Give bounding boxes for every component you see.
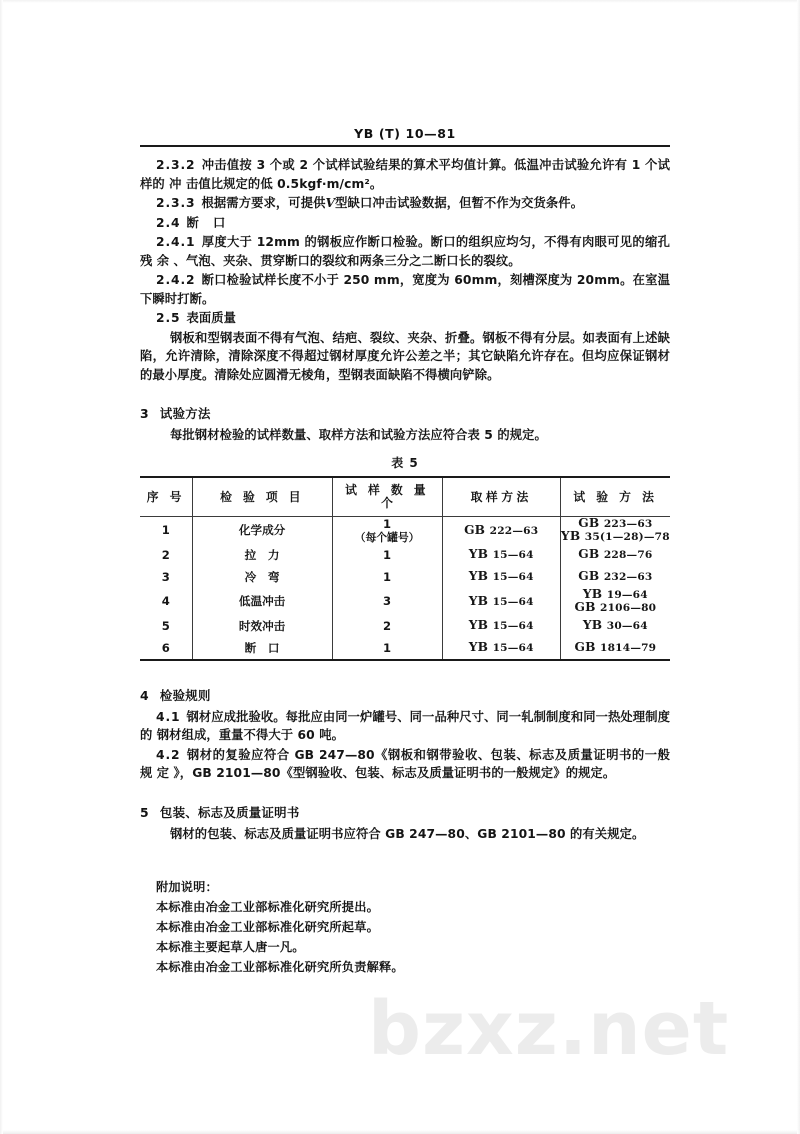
sampling-standard-entry [443, 523, 560, 538]
test-standard-prefix: GB [578, 547, 604, 561]
site-watermark: bzxz.net [368, 986, 730, 1072]
clause-2-4-2-text: 断口检验试样长度不小于 250 mm，宽度为 60mm，刻槽深度为 20mm。在室温下瞬时打断。 [140, 273, 670, 306]
test-standard [561, 569, 670, 584]
test-standard-entry [561, 547, 670, 562]
col-header-qty-unit: 个 [381, 496, 393, 510]
test-standard-code: 35(1—28)—78 [584, 531, 670, 543]
col-header-sampling [442, 477, 560, 517]
test-standard-code: 2106—80 [600, 602, 657, 614]
sampling-standard [443, 569, 560, 584]
test-standard-code: 223—63 [603, 517, 653, 530]
clause-4-1 [140, 708, 670, 745]
test-standard [561, 618, 670, 633]
test-standard-prefix: GB [574, 640, 601, 654]
appendix-line-3: 本标准主要起草人唐一凡。 [156, 940, 305, 954]
cell-no: 2 [161, 547, 170, 562]
sampling-standard [443, 547, 560, 562]
table-header-row [140, 477, 670, 517]
clause-2-4-number: 2.4 [156, 215, 181, 230]
section-4-heading [140, 686, 670, 704]
table-caption: 表 5 [391, 455, 419, 470]
appendix-line-1: 本标准由冶金工业部标准化研究所提出。 [156, 900, 379, 914]
cell-quantity-value: 1 [383, 547, 392, 562]
clause-2-3-2-text: 冲击值按 3 个或 2 个试样试验结果的算术平均值计算。低温冲击试验允许有 1 个试样的 冲 击值比规定的低 0.5kgf·m/cm²。 [140, 158, 670, 191]
cell-test-method [560, 516, 670, 544]
spacer [140, 661, 670, 674]
cell-test-method [560, 615, 670, 637]
sampling-standard-prefix: YB [468, 569, 493, 583]
header-rule [140, 145, 670, 147]
test-standard [561, 588, 670, 615]
test-standard-entry [561, 517, 670, 531]
table-row [140, 516, 670, 544]
test-standard-prefix: GB [574, 600, 601, 614]
clause-2-3-3-text-after: 型缺口冲击试验数据，但暂不作为交货条件。 [335, 196, 584, 210]
cell-no: 4 [161, 594, 170, 608]
test-standard-prefix: YB [582, 618, 607, 632]
sampling-standard-code: 15—64 [492, 571, 534, 583]
cell-item: 化学成分 [192, 516, 332, 544]
test-standard-entry [561, 601, 670, 615]
sampling-standard-code: 15—64 [492, 595, 534, 608]
table-head [140, 477, 670, 517]
section-5-heading [140, 803, 670, 821]
sampling-standard-code: 15—64 [492, 549, 534, 561]
cell-no: 3 [161, 569, 170, 584]
cell-item: 冷 弯 [192, 566, 332, 588]
test-standard-prefix: GB [578, 569, 604, 583]
test-standard [561, 547, 670, 562]
col-header-item [192, 477, 332, 517]
clause-2-4-1-number: 2.4.1 [156, 235, 196, 249]
test-standard-entry [561, 640, 670, 655]
test-standard-entry [561, 618, 670, 633]
cell-quantity-note: （每个罐号） [354, 530, 420, 544]
test-standard [561, 640, 670, 655]
cell-quantity [332, 566, 442, 588]
cell-sampling-method [442, 615, 560, 637]
clause-2-4-2-number: 2.4.2 [156, 273, 196, 287]
cell-item: 时效冲击 [192, 615, 332, 637]
clause-2-3-3-text-before: 根据需方要求，可提供 [201, 196, 326, 210]
clause-2-5-text: 钢板和型钢表面不得有气泡、结疤、裂纹、夹杂、折叠。钢板不得有分层。如表面有上述缺陷，允许清除，清除深度不得超过钢材厚度允许公差之半；其它缺陷允许存在。但均应保证钢材的最小厚度。清除处应圆滑无棱角，型钢表面缺陷不得横向铲除。 [140, 330, 670, 382]
test-methods-table [140, 476, 670, 661]
sampling-standard-entry [443, 569, 560, 584]
cell-quantity [332, 544, 442, 566]
test-standard-code: 232—63 [603, 571, 653, 583]
cell-sampling-method [442, 588, 560, 615]
clause-2-5-title: 表面质量 [186, 311, 237, 325]
cell-sampling-method [442, 544, 560, 566]
section-3-heading [140, 404, 670, 422]
clause-2-4-1-text: 厚度大于 12mm 的钢板应作断口检验。断口的组织应均匀，不得有肉眼可见的缩孔残 余 、气泡、夹杂、贯穿断口的裂纹和两条三分之二断口长的裂纹。 [140, 235, 670, 268]
sampling-standard-prefix: YB [468, 593, 493, 608]
cell-quantity [332, 516, 442, 544]
sampling-standard-prefix: YB [468, 640, 493, 654]
cell-quantity [332, 637, 442, 660]
table-row [140, 615, 670, 637]
table-row [140, 637, 670, 660]
clause-2-4-2 [140, 271, 670, 308]
col-header-item-label: 检 验 项 目 [220, 489, 305, 504]
clause-4-2-number: 4.2 [156, 747, 181, 762]
table-row [140, 588, 670, 615]
sampling-standard-code: 15—64 [492, 620, 534, 632]
v-notch-symbol: V [325, 195, 336, 210]
clause-4-2-text: 钢材的复验应符合 GB 247—80《钢板和钢带验收、包装、标志及质量证明书的一般 规 定 》，GB 2101—80《型钢验收、包装、标志及质量证明书的一般规定》的规定。 [140, 747, 670, 780]
scan-edge-top [0, 0, 800, 3]
sampling-standard-entry [443, 594, 560, 609]
cell-item: 断 口 [192, 637, 332, 660]
cell-sampling-method [442, 566, 560, 588]
clause-4-1-text: 钢材应成批验收。每批应由同一炉罐号、同一品种尺寸、同一轧制制度和同一热处理制度 的 钢材组成，重量不得大于 60 吨。 [140, 709, 670, 742]
cell-no: 5 [161, 618, 170, 633]
table-row [140, 566, 670, 588]
test-standard-code: 30—64 [606, 620, 648, 632]
standard-code: YB (T) 10—81 [354, 126, 456, 141]
scan-edge-bottom [0, 1130, 800, 1134]
sampling-standard-prefix: GB [464, 522, 490, 537]
section-4-title: 检验规则 [159, 687, 211, 703]
section-5-number: 5 [140, 804, 149, 820]
cell-quantity [332, 588, 442, 615]
clause-4-2 [140, 746, 670, 783]
test-standard-code: 228—76 [603, 549, 653, 561]
test-standard-code: 1814—79 [600, 642, 657, 654]
sampling-standard [443, 640, 560, 655]
cell-no: 1 [161, 523, 170, 537]
cell-quantity [332, 615, 442, 637]
col-header-qty [332, 477, 442, 517]
test-standard-prefix: YB [582, 586, 607, 601]
section-3-title: 试验方法 [159, 406, 211, 421]
page-content [140, 126, 670, 977]
col-header-no [140, 477, 192, 517]
sampling-standard-code: 222—63 [489, 524, 539, 537]
test-standard [561, 517, 670, 544]
cell-sampling-method [442, 516, 560, 544]
sampling-standard-entry [443, 640, 560, 655]
clause-2-5-heading [140, 309, 670, 328]
cell-quantity-value: 2 [383, 618, 392, 633]
cell-sampling-method [442, 637, 560, 660]
section-4-number: 4 [140, 687, 149, 703]
appendix-title: 附加说明： [156, 880, 218, 894]
col-header-qty-label: 试 样 数 量 [345, 483, 430, 497]
appendix-line-2: 本标准由冶金工业部标准化研究所起草。 [156, 920, 379, 934]
test-standard-entry [561, 569, 670, 584]
clause-2-4-1 [140, 233, 670, 270]
col-header-test-label: 试 验 方 法 [573, 489, 658, 504]
clause-2-3-2-number: 2.3.2 [156, 158, 196, 172]
sampling-standard-prefix: YB [468, 547, 493, 561]
spacer [140, 784, 670, 791]
spacer [140, 385, 670, 392]
appendix-line-4: 本标准由冶金工业部标准化研究所负责解释。 [156, 960, 404, 974]
sampling-standard-entry [443, 618, 560, 633]
cell-quantity-value: 1 [383, 569, 392, 584]
sampling-standard [443, 618, 560, 633]
cell-item: 低温冲击 [192, 588, 332, 615]
cell-test-method [560, 544, 670, 566]
scan-edge-left [0, 0, 3, 1134]
test-standard-prefix: YB [560, 529, 585, 543]
cell-quantity-value: 3 [383, 594, 392, 608]
appendix-note [140, 877, 670, 977]
sampling-standard-entry [443, 547, 560, 562]
section-3-number: 3 [140, 406, 149, 421]
clause-2-5-number: 2.5 [156, 311, 181, 325]
sampling-standard [443, 523, 560, 538]
cell-quantity-value: 1 [383, 640, 392, 655]
test-standard-entry [561, 588, 670, 602]
clause-2-3-3-number: 2.3.3 [156, 196, 196, 210]
section-5-title: 包装、标志及质量证明书 [159, 804, 300, 820]
test-standard-entry [561, 530, 670, 544]
table-row [140, 544, 670, 566]
col-header-sampling-label: 取样方法 [470, 489, 532, 504]
clause-2-3-2 [140, 156, 670, 193]
cell-test-method [560, 637, 670, 660]
cell-no: 6 [140, 637, 192, 660]
section-3-text: 每批钢材检验的试样数量、取样方法和试验方法应符合表 5 的规定。 [170, 428, 547, 442]
cell-test-method [560, 566, 670, 588]
section-5-text: 钢材的包装、标志及质量证明书应符合 GB 247—80、GB 2101—80 的有关规定。 [170, 826, 645, 841]
sampling-standard [443, 594, 560, 609]
sampling-standard-code: 15—64 [492, 642, 534, 654]
running-header [140, 126, 670, 145]
clause-2-4-heading [140, 214, 670, 233]
sampling-standard-prefix: YB [468, 618, 493, 632]
table-body [140, 516, 670, 660]
cell-item: 拉 力 [192, 544, 332, 566]
clause-2-3-3 [140, 194, 670, 213]
cell-quantity-value: 1 [383, 516, 392, 531]
col-header-no-label: 序 号 [146, 489, 185, 504]
test-standard-prefix: GB [578, 515, 604, 530]
clause-4-1-number: 4.1 [156, 709, 181, 724]
test-standard-code: 19—64 [606, 588, 648, 601]
clause-2-4-title: 断 口 [186, 215, 231, 230]
col-header-test [560, 477, 670, 517]
cell-test-method [560, 588, 670, 615]
